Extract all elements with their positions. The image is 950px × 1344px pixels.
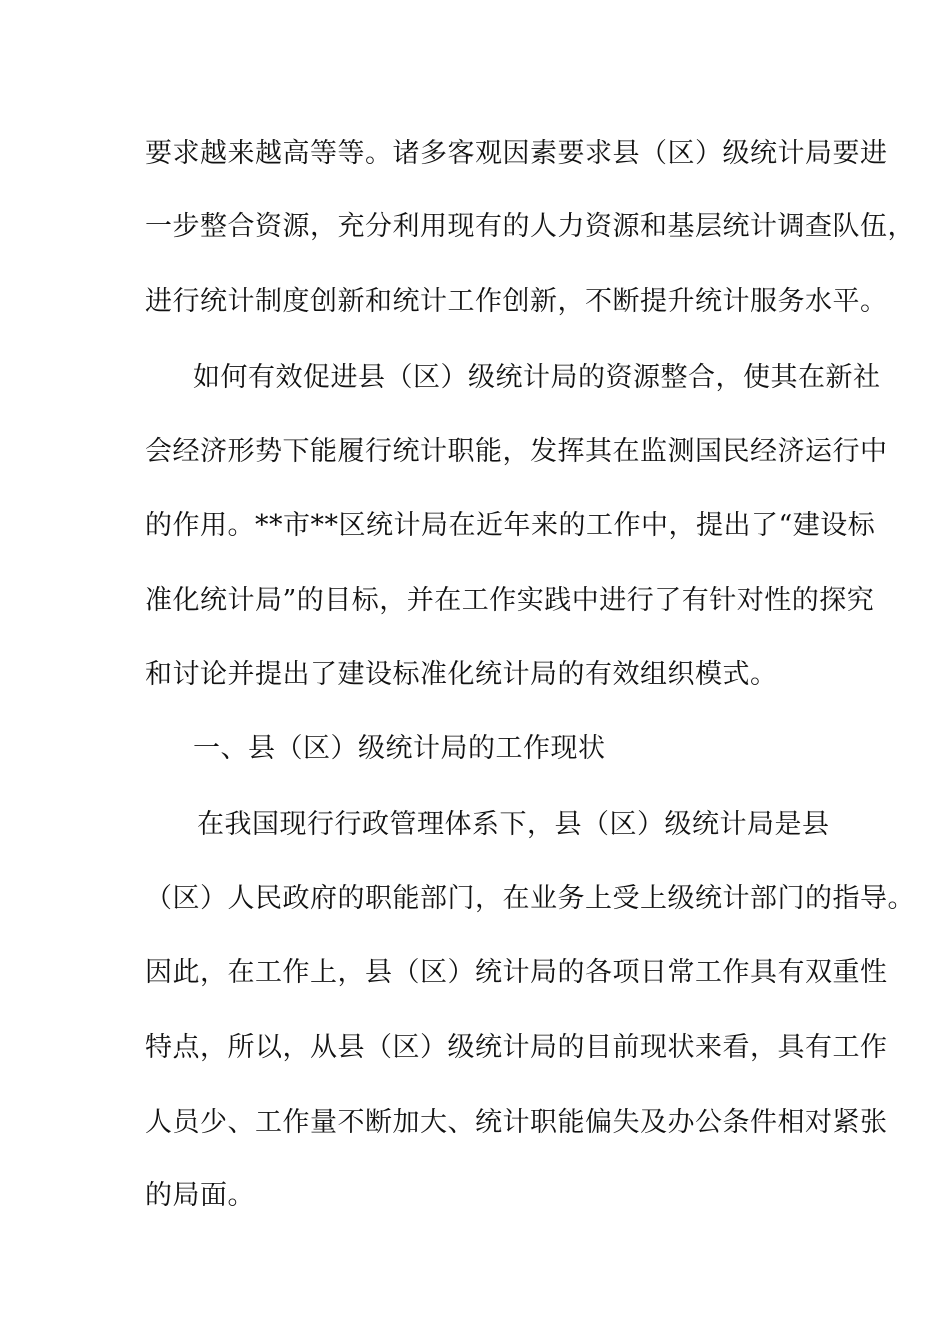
paragraph-line-6: 的作用。**市**区统计局在近年来的工作中，提出了“建设标 — [145, 510, 876, 541]
paragraph-line-2: 一步整合资源，充分利用现有的人力资源和基层统计调查队伍， — [145, 211, 915, 242]
paragraph-line-4: 如何有效促进县（区）级统计局的资源整合，使其在新社 — [193, 362, 881, 393]
paragraph-line-14: 的局面。 — [145, 1180, 255, 1211]
paragraph-line-13: 人员少、工作量不断加大、统计职能偏失及办公条件相对紧张 — [145, 1107, 888, 1138]
paragraph-line-1: 要求越来越高等等。诸多客观因素要求县（区）级统计局要进 — [145, 138, 888, 169]
paragraph-line-7: 准化统计局”的目标，并在工作实践中进行了有针对性的探究 — [145, 585, 875, 616]
paragraph-line-10: （区）人民政府的职能部门，在业务上受上级统计部门的指导。 — [145, 883, 915, 914]
paragraph-line-12: 特点，所以，从县（区）级统计局的目前现状来看，具有工作 — [145, 1032, 888, 1063]
paragraph-line-11: 因此，在工作上，县（区）统计局的各项日常工作具有双重性 — [145, 957, 888, 988]
section-heading: 一、县（区）级统计局的工作现状 — [193, 733, 606, 764]
paragraph-line-3: 进行统计制度创新和统计工作创新，不断提升统计服务水平。 — [145, 286, 888, 317]
paragraph-line-5: 会经济形势下能履行统计职能，发挥其在监测国民经济运行中 — [145, 436, 888, 467]
paragraph-line-8: 和讨论并提出了建设标准化统计局的有效组织模式。 — [145, 659, 778, 690]
paragraph-line-9: 在我国现行行政管理体系下，县（区）级统计局是县 — [197, 809, 830, 840]
